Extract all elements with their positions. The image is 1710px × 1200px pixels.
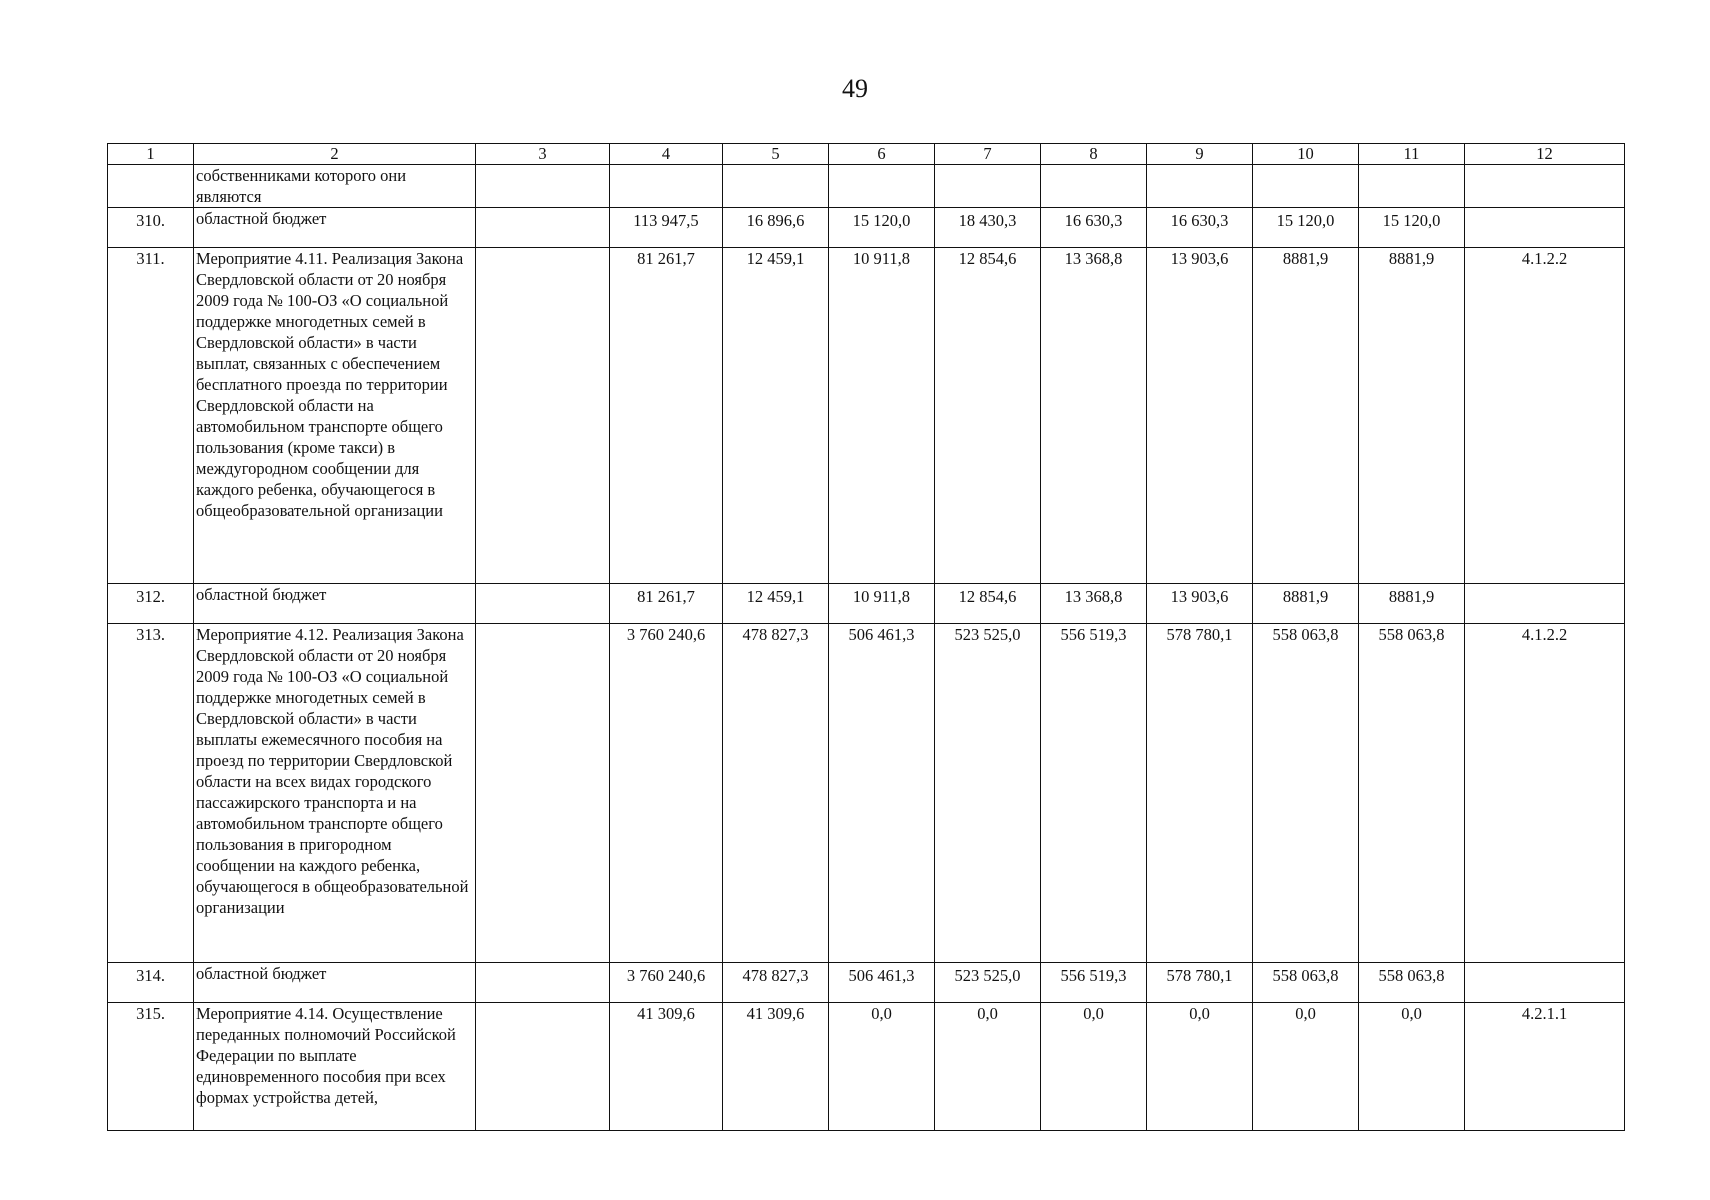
value-cell: 81 261,7: [610, 248, 723, 584]
value-cell: 523 525,0: [935, 624, 1041, 963]
value-cell: 523 525,0: [935, 963, 1041, 1003]
table-row: [108, 624, 1625, 963]
column-number-header: [108, 144, 1625, 165]
value-cell: 0,0: [935, 1003, 1041, 1131]
table-row: [108, 963, 1625, 1003]
value-cell: 558 063,8: [1253, 624, 1359, 963]
column-header: 9: [1147, 144, 1253, 165]
target-code: 4.2.1.1: [1465, 1003, 1625, 1131]
row-description: областной бюджет: [194, 584, 476, 624]
row-col3: [476, 208, 610, 248]
value-cell: 556 519,3: [1041, 624, 1147, 963]
value-cell: 12 854,6: [935, 584, 1041, 624]
row-description: областной бюджет: [194, 963, 476, 1003]
value-cell: 0,0: [1041, 1003, 1147, 1131]
value-cell: 8881,9: [1359, 584, 1465, 624]
row-number: 314.: [108, 963, 194, 1003]
row-col3: [476, 1003, 610, 1131]
column-header: 11: [1359, 144, 1465, 165]
column-header: 3: [476, 144, 610, 165]
target-code: 4.1.2.2: [1465, 624, 1625, 963]
table-row: [108, 248, 1625, 584]
target-code: [1465, 963, 1625, 1003]
value-cell: 3 760 240,6: [610, 624, 723, 963]
value-cell: 3 760 240,6: [610, 963, 723, 1003]
column-header: 4: [610, 144, 723, 165]
value-cell: 41 309,6: [723, 1003, 829, 1131]
value-cell: 12 459,1: [723, 584, 829, 624]
column-header: 2: [194, 144, 476, 165]
row-description: Мероприятие 4.14. Осуществление переданных полномочий Российской Федерации по выплате единовременного пособия при всех формах устройства детей,: [194, 1003, 476, 1131]
value-cell: 0,0: [1253, 1003, 1359, 1131]
value-cell: 506 461,3: [829, 624, 935, 963]
row-col3: [476, 624, 610, 963]
row-col3: [476, 248, 610, 584]
value-cell: 8881,9: [1253, 584, 1359, 624]
row-number: 312.: [108, 584, 194, 624]
target-code: 4.1.2.2: [1465, 248, 1625, 584]
value-cell: 15 120,0: [1253, 208, 1359, 248]
value-cell: 41 309,6: [610, 1003, 723, 1131]
table-row: [108, 1003, 1625, 1131]
row-col3: [476, 584, 610, 624]
continuation-text: собственниками которого они являются: [194, 165, 476, 208]
column-header: 10: [1253, 144, 1359, 165]
value-cell: 13 903,6: [1147, 248, 1253, 584]
value-cell: 13 368,8: [1041, 248, 1147, 584]
value-cell: 12 459,1: [723, 248, 829, 584]
row-number: 313.: [108, 624, 194, 963]
row-col3: [476, 963, 610, 1003]
value-cell: 0,0: [1359, 1003, 1465, 1131]
value-cell: 16 630,3: [1041, 208, 1147, 248]
value-cell: 578 780,1: [1147, 963, 1253, 1003]
page-number: 49: [842, 74, 868, 103]
value-cell: 15 120,0: [829, 208, 935, 248]
column-header: 6: [829, 144, 935, 165]
value-cell: 18 430,3: [935, 208, 1041, 248]
value-cell: 12 854,6: [935, 248, 1041, 584]
column-header: 12: [1465, 144, 1625, 165]
row-description: областной бюджет: [194, 208, 476, 248]
value-cell: 558 063,8: [1359, 963, 1465, 1003]
row-number: 315.: [108, 1003, 194, 1131]
value-cell: 506 461,3: [829, 963, 935, 1003]
value-cell: 10 911,8: [829, 248, 935, 584]
value-cell: 478 827,3: [723, 624, 829, 963]
value-cell: 16 630,3: [1147, 208, 1253, 248]
value-cell: 578 780,1: [1147, 624, 1253, 963]
value-cell: 0,0: [829, 1003, 935, 1131]
continuation-row: [108, 165, 1625, 208]
value-cell: 8881,9: [1359, 248, 1465, 584]
row-description: Мероприятие 4.12. Реализация Закона Свердловской области от 20 ноября 2009 года № 100-ОЗ «О социальной поддержке многодетных семей в Свердловской области» в части выплаты ежемесячного пособия на проезд по территории Свердловской области на всех видах городского пассажирского транспорта и на автомобильном транспорте общего пользования в пригородном сообщении на каждого ребенка, обучающегося в общеобразовательной организации: [194, 624, 476, 963]
column-header: 5: [723, 144, 829, 165]
value-cell: 556 519,3: [1041, 963, 1147, 1003]
table-row: [108, 584, 1625, 624]
value-cell: 113 947,5: [610, 208, 723, 248]
row-number: 310.: [108, 208, 194, 248]
value-cell: 13 368,8: [1041, 584, 1147, 624]
budget-table: [107, 143, 1625, 1131]
value-cell: 0,0: [1147, 1003, 1253, 1131]
target-code: [1465, 584, 1625, 624]
value-cell: 10 911,8: [829, 584, 935, 624]
column-header: 7: [935, 144, 1041, 165]
row-number: 311.: [108, 248, 194, 584]
table-row: [108, 208, 1625, 248]
row-description: Мероприятие 4.11. Реализация Закона Свердловской области от 20 ноября 2009 года № 100-ОЗ «О социальной поддержке многодетных семей в Свердловской области» в части выплат, связанных с обеспечением бесплатного проезда по территории Свердловской области на автомобильном транспорте общего пользования (кроме такси) в междугородном сообщении для каждого ребенка, обучающегося в общеобразовательной организации: [194, 248, 476, 584]
value-cell: 558 063,8: [1359, 624, 1465, 963]
value-cell: 81 261,7: [610, 584, 723, 624]
column-header: 8: [1041, 144, 1147, 165]
value-cell: 16 896,6: [723, 208, 829, 248]
value-cell: 13 903,6: [1147, 584, 1253, 624]
target-code: [1465, 208, 1625, 248]
value-cell: 478 827,3: [723, 963, 829, 1003]
value-cell: 8881,9: [1253, 248, 1359, 584]
column-header: 1: [108, 144, 194, 165]
value-cell: 15 120,0: [1359, 208, 1465, 248]
value-cell: 558 063,8: [1253, 963, 1359, 1003]
